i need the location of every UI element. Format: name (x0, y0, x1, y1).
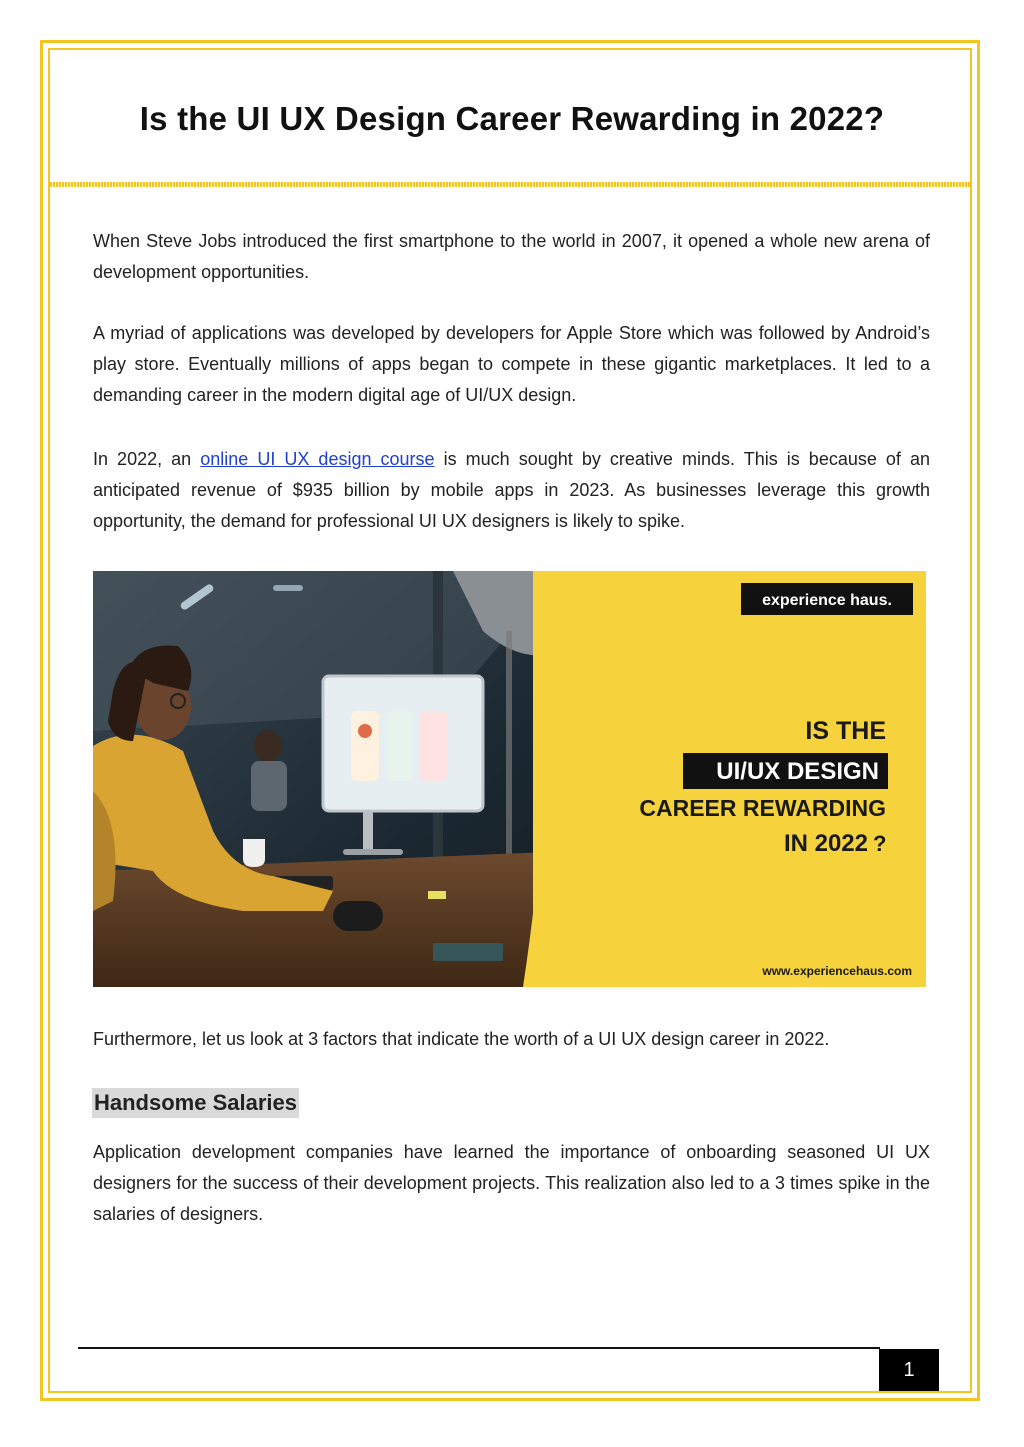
hero-line-3: CAREER REWARDING (639, 795, 886, 821)
paragraph-text: is much sought by creative minds. This is because of an anticipated revenue of $935 billion by mobile apps in 2023. As businesses leverage this growth opportunity, the demand for professional UI UX designers is likely to spike. (93, 449, 930, 531)
hero-illustration (93, 571, 926, 987)
paragraph-text: In 2022, an (93, 449, 201, 469)
hero-url: www.experiencehaus.com (762, 964, 912, 978)
page-title: Is the UI UX Design Career Rewarding in 2022? (139, 100, 885, 137)
brand-label: experience haus. (762, 592, 892, 609)
intro-paragraph-3 (93, 444, 930, 537)
hero-line-4: IN 2022 (783, 830, 868, 857)
hero-question-mark: ? (873, 831, 887, 856)
hero-line-1: IS THE (805, 717, 886, 745)
title-divider (50, 182, 970, 187)
intro-paragraph-2: A myriad of applications was developed by developers for Apple Store which was followed by Android’s play store. Eventually millions of apps began to compete in these gigantic marketplaces. It led to a demanding career in the modern digital age of UI/UX design. (93, 323, 930, 405)
section-paragraph: Application development companies have learned the importance of onboarding seasoned UI UX designers for the success of their development projects. This realization also led to a 3 times spike in the salaries of designers. (93, 1142, 930, 1224)
hero-line-2: UI/UX DESIGN (716, 758, 879, 785)
online-course-link[interactable]: online UI UX design course (200, 449, 435, 469)
after-image-paragraph: Furthermore, let us look at 3 factors that indicate the worth of a UI UX design career in 2022. (93, 1029, 830, 1049)
section-heading: Handsome Salaries (92, 1088, 299, 1118)
footer-divider (78, 1347, 880, 1349)
intro-paragraph-1: When Steve Jobs introduced the first smartphone to the world in 2007, it opened a whole new arena of development opportunities. (93, 231, 930, 282)
hero-image (93, 571, 926, 987)
page-number: 1 (879, 1349, 939, 1391)
